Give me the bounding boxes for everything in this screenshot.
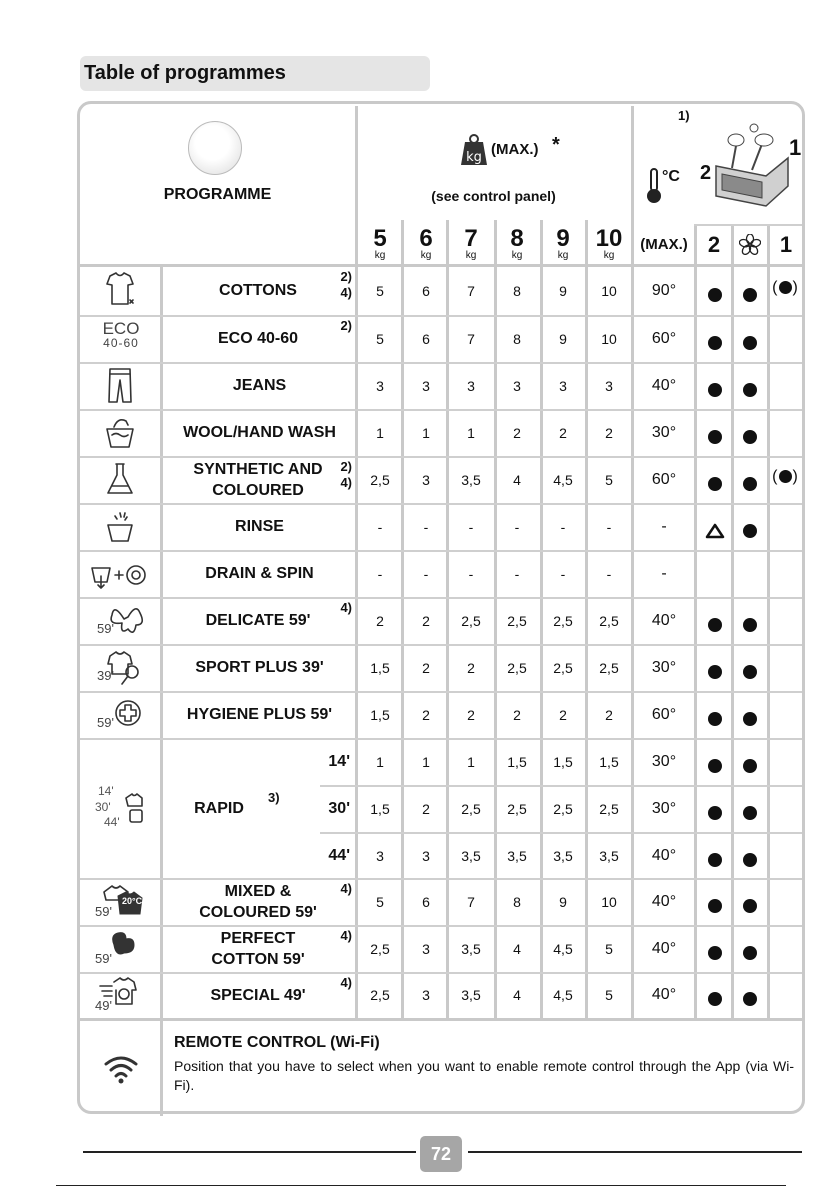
capacity-value: 7	[464, 225, 478, 252]
load-value: 1	[467, 424, 475, 441]
load-value: -	[514, 565, 520, 582]
compartment-2-mark	[708, 477, 722, 491]
compartment-2-mark	[708, 806, 722, 820]
load-value: 5	[376, 330, 384, 347]
compartment-2-mark	[708, 336, 722, 350]
load-value: 2	[422, 612, 430, 629]
load-value: -	[606, 518, 612, 535]
load-value: 2,5	[461, 612, 481, 629]
load-value: 3	[376, 377, 384, 394]
load-value: -	[377, 565, 383, 582]
load-value: 2	[559, 424, 567, 441]
softener-mark	[743, 992, 757, 1006]
softener-mark	[743, 806, 757, 820]
programme-name: WOOL/HAND WASH	[183, 424, 336, 441]
page-number: 72	[420, 1136, 462, 1172]
programme-notes: 4)	[340, 881, 352, 896]
load-value: 4,5	[553, 987, 573, 1003]
load-value: 3	[467, 377, 475, 394]
svg-text:kg: kg	[466, 150, 482, 165]
load-value: 2	[513, 706, 521, 723]
softener-mark	[743, 524, 757, 538]
load-value: -	[514, 518, 520, 535]
drawer-label-1: 1	[789, 135, 802, 160]
capacity-unit: kg	[374, 250, 386, 261]
drawer-label-2: 2	[700, 162, 712, 184]
drawer-divider	[694, 224, 802, 226]
weight-kg-icon	[459, 134, 489, 166]
compartment-2-header: 2	[707, 232, 721, 257]
load-value: 3	[422, 847, 430, 864]
icon-time-label: 59'	[95, 904, 112, 919]
softener-mark	[743, 383, 757, 397]
capacity-header	[541, 227, 585, 261]
load-value: 6	[422, 282, 430, 299]
load-value: 2,5	[553, 659, 573, 676]
load-value: 2,5	[599, 800, 619, 817]
load-value: -	[377, 518, 383, 535]
load-asterisk: *	[552, 134, 560, 156]
load-value: 1,5	[599, 753, 619, 770]
hand-wash-icon	[100, 413, 146, 453]
programme-header: PROGRAMME	[163, 186, 272, 203]
load-value: 4,5	[553, 471, 573, 488]
eco-icon	[96, 321, 146, 351]
load-value: 4	[513, 940, 521, 957]
icon-time-label: 49'	[95, 998, 112, 1013]
load-value: 2,5	[370, 940, 390, 957]
load-value: 1,5	[370, 706, 390, 723]
load-value: 3	[422, 987, 430, 1003]
temperature-value: 40°	[651, 611, 677, 629]
load-value: 3	[513, 377, 521, 394]
load-value: 3,5	[599, 847, 619, 864]
temperature-value: 30°	[651, 658, 677, 676]
load-value: -	[606, 565, 612, 582]
load-value: 7	[467, 893, 475, 910]
load-value: 2,5	[370, 471, 390, 488]
compartment-2-mark	[708, 712, 722, 726]
load-value: 2	[513, 424, 521, 441]
load-value: 3	[559, 377, 567, 394]
temp-note: 1)	[678, 108, 690, 123]
capacity-unit: kg	[511, 250, 523, 261]
temp-unit: °C	[662, 168, 680, 185]
rapid-time-label: 44'	[328, 846, 350, 864]
temperature-value: 40°	[651, 846, 677, 864]
load-value: 2,5	[599, 659, 619, 676]
programme-notes: 4)	[340, 975, 352, 990]
load-value: 3,5	[461, 940, 481, 957]
compartment-2-mark	[705, 523, 725, 539]
programme-knob-icon	[188, 121, 242, 175]
load-value: 2	[605, 424, 613, 441]
mixed-icon-temp: 20°C	[122, 896, 143, 906]
capacity-header	[404, 227, 448, 261]
load-value: -	[468, 518, 474, 535]
compartment-2-mark	[708, 665, 722, 679]
wifi-icon	[101, 1052, 141, 1084]
programme-name: ECO 40-60	[217, 330, 299, 347]
load-value: 8	[513, 282, 521, 299]
load-value: 2,5	[507, 612, 527, 629]
remote-control-section	[174, 1032, 794, 1095]
programme-name: SPORT PLUS 39'	[195, 659, 324, 676]
temperature-value: 40°	[651, 892, 677, 910]
programme-notes: 2) 4)	[340, 269, 352, 300]
softener-mark	[743, 336, 757, 350]
load-value: 1	[376, 424, 384, 441]
capacity-unit: kg	[465, 250, 477, 261]
compartment-2-mark	[708, 288, 722, 302]
rapid-name: RAPID	[194, 799, 244, 817]
eco-icon-text: ECO	[102, 319, 140, 338]
load-value: 3,5	[461, 847, 481, 864]
temperature-value: 60°	[651, 470, 677, 488]
load-value: 2,5	[461, 800, 481, 817]
icon-time-label: 59'	[97, 621, 114, 636]
load-value: 3,5	[461, 471, 481, 488]
programme-notes: 4)	[340, 928, 352, 943]
compartment-2-mark	[708, 383, 722, 397]
load-value: 3	[422, 471, 430, 488]
temperature-value: -	[661, 517, 667, 535]
load-value: 1	[376, 753, 384, 770]
softener-mark	[743, 477, 757, 491]
load-value: 3	[605, 377, 613, 394]
load-value: 9	[559, 893, 567, 910]
load-value: 10	[601, 282, 617, 299]
compartment-2-mark	[708, 899, 722, 913]
bottom-rule	[56, 1185, 786, 1186]
icon-time-label: 39'	[97, 668, 114, 683]
capacity-header	[587, 227, 631, 261]
detergent-drawer-icon	[712, 122, 790, 216]
load-value: 1	[422, 424, 430, 441]
load-value: 3	[422, 377, 430, 394]
temperature-value: 90°	[651, 281, 677, 299]
programme-name: DRAIN & SPIN	[205, 565, 314, 582]
programme-name: RINSE	[235, 518, 284, 535]
load-value: 4	[513, 471, 521, 488]
programme-name: JEANS	[232, 377, 287, 394]
load-value: 4,5	[553, 940, 573, 957]
compartment-2-mark	[708, 946, 722, 960]
programme-name: DELICATE 59'	[205, 612, 311, 629]
load-value: 2,5	[507, 800, 527, 817]
softener-mark	[743, 853, 757, 867]
load-value: 7	[467, 330, 475, 347]
capacity-header	[358, 227, 402, 261]
see-control-panel: (see control panel)	[431, 188, 556, 204]
drain-spin-icon	[88, 554, 150, 594]
capacity-unit: kg	[557, 250, 569, 261]
shirt-icon	[100, 270, 146, 310]
capacity-header	[449, 227, 493, 261]
temp-max-label: (MAX.)	[640, 236, 688, 253]
load-value: 2	[422, 800, 430, 817]
softener-mark	[743, 618, 757, 632]
load-value: 9	[559, 282, 567, 299]
load-value: 3,5	[461, 987, 481, 1003]
load-value: 2,5	[553, 612, 573, 629]
footer-line-left	[83, 1151, 416, 1153]
capacity-value: 10	[595, 225, 623, 252]
load-value: 2,5	[553, 800, 573, 817]
load-value: 5	[605, 471, 613, 488]
programme-name: SYNTHETIC AND COLOURED	[193, 460, 323, 499]
load-value: -	[468, 565, 474, 582]
footer-line-right	[468, 1151, 802, 1153]
programme-notes: 2) 4)	[340, 459, 352, 490]
load-value: 6	[422, 893, 430, 910]
temperature-value: 30°	[651, 752, 677, 770]
load-value: 2	[605, 706, 613, 723]
jeans-icon	[100, 366, 146, 406]
temperature-value: 40°	[651, 986, 677, 1003]
load-value: 3,5	[507, 847, 527, 864]
softener-mark	[743, 430, 757, 444]
compartment-1-header: 1	[779, 232, 793, 257]
remote-title: REMOTE CONTROL (Wi-Fi)	[174, 1034, 380, 1051]
row-divider	[80, 1018, 802, 1021]
flask-icon	[100, 460, 146, 500]
remote-description: Position that you have to select when you want to enable remote control through the App (via Wi-Fi).	[174, 1058, 794, 1093]
programme-name: SPECIAL 49'	[210, 986, 306, 1004]
programme-name: PERFECT COTTON 59'	[211, 929, 305, 968]
load-value: -	[560, 565, 566, 582]
programme-notes: 4)	[340, 600, 352, 615]
capacity-value: 9	[556, 225, 570, 252]
page-title: Table of programmes	[80, 56, 430, 91]
rapid-icon-time: 14'	[98, 784, 114, 798]
load-value: 10	[601, 330, 617, 347]
temperature-value: 40°	[651, 939, 677, 957]
load-value: 2	[559, 706, 567, 723]
temperature-value: 30°	[651, 799, 677, 817]
load-value: 5	[376, 893, 384, 910]
load-value: 2	[422, 659, 430, 676]
load-value: 2,5	[370, 987, 390, 1003]
load-value: 1	[467, 753, 475, 770]
eco-icon-range: 40-60	[103, 336, 139, 350]
load-value: 2	[467, 659, 475, 676]
rinse-icon	[100, 507, 146, 547]
load-value: -	[423, 518, 429, 535]
load-value: 5	[605, 987, 613, 1003]
load-value: 2	[376, 612, 384, 629]
programme-notes: 2)	[340, 318, 352, 333]
load-value: 9	[559, 330, 567, 347]
load-value: 6	[422, 330, 430, 347]
load-value: 2,5	[599, 612, 619, 629]
load-value: 3	[376, 847, 384, 864]
capacity-value: 5	[373, 225, 387, 252]
load-value: 3,5	[553, 847, 573, 864]
load-value: -	[560, 518, 566, 535]
rapid-icon-time: 30'	[95, 800, 111, 814]
load-value: 7	[467, 282, 475, 299]
programme-name: HYGIENE PLUS 59'	[186, 706, 333, 723]
temperature-value: 40°	[651, 376, 677, 394]
thermometer-icon	[645, 168, 663, 204]
icon-time-label: 59'	[95, 951, 112, 966]
load-value: -	[423, 565, 429, 582]
load-value: 8	[513, 330, 521, 347]
temperature-value: 30°	[651, 423, 677, 441]
softener-flower-icon	[739, 234, 761, 256]
programme-name: COTTONS	[219, 282, 297, 299]
rapid-icon	[120, 790, 148, 826]
capacity-value: 6	[419, 225, 433, 252]
load-value: 1,5	[370, 659, 390, 676]
load-value: 10	[601, 893, 617, 910]
softener-mark	[743, 899, 757, 913]
load-value: 1,5	[507, 753, 527, 770]
capacity-header	[495, 227, 539, 261]
rapid-time-label: 14'	[328, 752, 350, 770]
load-value: 2,5	[507, 659, 527, 676]
load-value: 1,5	[370, 800, 390, 817]
programme-name: MIXED & COLOURED 59'	[199, 882, 317, 921]
load-value: 1	[422, 753, 430, 770]
load-value: 8	[513, 893, 521, 910]
compartment-2-mark	[708, 853, 722, 867]
softener-mark	[743, 759, 757, 773]
load-value: 2	[467, 706, 475, 723]
compartment-1-mark: ( )	[772, 467, 798, 485]
softener-mark	[743, 712, 757, 726]
load-value: 5	[605, 940, 613, 957]
compartment-1-mark: ( )	[772, 278, 798, 296]
compartment-2-mark	[708, 992, 722, 1006]
rapid-icon-time: 44'	[104, 815, 120, 829]
rapid-note: 3)	[268, 790, 280, 805]
load-value: 1,5	[553, 753, 573, 770]
softener-mark	[743, 665, 757, 679]
load-value: 2	[422, 706, 430, 723]
load-max-label: (MAX.)	[491, 141, 539, 158]
temperature-value: 60°	[651, 705, 677, 723]
capacity-unit: kg	[420, 250, 432, 261]
temperature-value: -	[661, 564, 667, 582]
capacity-value: 8	[510, 225, 524, 252]
softener-mark	[743, 946, 757, 960]
temperature-value: 60°	[651, 329, 677, 347]
rapid-time-label: 30'	[328, 799, 350, 817]
icon-time-label: 59'	[97, 715, 114, 730]
load-value: 4	[513, 987, 521, 1003]
load-value: 5	[376, 282, 384, 299]
compartment-2-mark	[708, 618, 722, 632]
capacity-unit: kg	[603, 250, 615, 261]
load-value: 3	[422, 940, 430, 957]
compartment-2-mark	[708, 430, 722, 444]
softener-mark	[743, 288, 757, 302]
compartment-2-mark	[708, 759, 722, 773]
